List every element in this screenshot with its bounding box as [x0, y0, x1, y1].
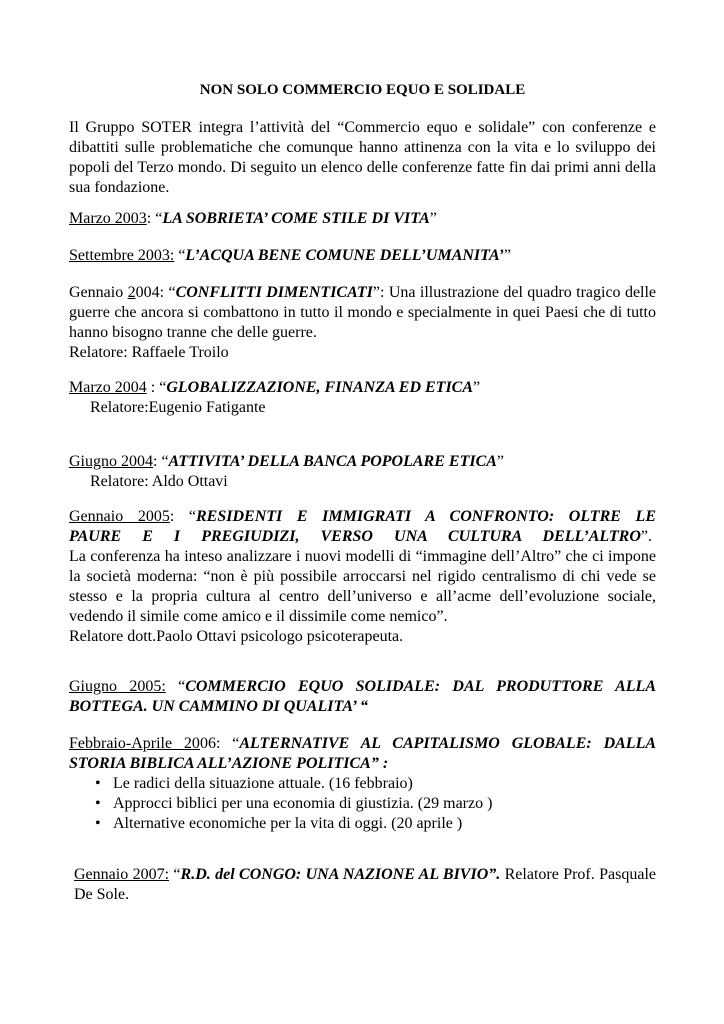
conference-title: CONFLITTI DIMENTICATI — [175, 284, 373, 301]
conference-entry-5: Giugno 2004: “ATTIVITA’ DELLA BANCA POPOLARE ETICA” Relatore: Aldo Ottavi — [69, 452, 656, 492]
conference-title: ATTIVITA’ DELLA BANCA POPOLARE ETICA — [168, 453, 497, 470]
conference-description: La conferenza ha inteso analizzare i nuovi modelli di “immagine dell’Altro” che ci impone la società moderna: “non è più possibile arroccarsi nel rigido centralismo di chi vede se stesso e la propria cultura al centro dell’universo e all’acme dell’evoluzione sociale, vedendo il simile come amico e il dissimile come nemico”. — [69, 548, 656, 625]
list-item: • Approcci biblici per una economia di giustizia. (29 marzo ) — [113, 794, 656, 814]
conference-title-line-1: ALTERNATIVE AL CAPITALISMO GLOBALE: DALLA — [239, 735, 657, 752]
conference-entry-6: Gennaio 2005: “RESIDENTI E IMMIGRATI A CONFRONTO: OLTRE LE PAURE E I PREGIUDIZI, VERSO UNA CULTURA DELL’ALTRO”. La conferenza ha inteso analizzare i nuovi modelli di “immagine dell’Altro” che ci impone la società moderna: “non è più possibile arroccarsi nel rigido centralismo di chi vede se stesso e la propria cultura al centro dell’universo e all’acme dell’evoluzione sociale, vedendo il simile come amico e il dissimile come nemico”. Relatore dott.Paolo Ottavi psicologo psicoterapeuta. — [69, 508, 656, 645]
conference-date: Gennaio 2005 — [69, 508, 170, 525]
conference-topic-list — [69, 774, 656, 834]
conference-description: Relatore Prof. Pasquale De Sole. — [74, 866, 657, 903]
conference-date: Marzo 2003 — [69, 210, 147, 227]
conference-date: Giugno 2004 — [69, 453, 153, 470]
list-item: • Le radici della situazione attuale. (16 febbraio) — [113, 774, 656, 794]
conference-title-line-1: RESIDENTI E IMMIGRATI A CONFRONTO: OLTRE LE — [196, 508, 656, 525]
conference-title: GLOBALIZZAZIONE, FINANZA ED ETICA — [166, 379, 474, 396]
conference-entry-2: Settembre 2003: “L’ACQUA BENE COMUNE DELL’UMANITA’” — [69, 247, 511, 264]
page-title: NON SOLO COMMERCIO EQUO E SOLIDALE — [199, 82, 526, 98]
conference-entry-4: Marzo 2004 : “GLOBALIZZAZIONE, FINANZA ED ETICA” Relatore:Eugenio Fatigante — [69, 378, 656, 418]
conference-entry-8: Febbraio-Aprile 2006: “ALTERNATIVE AL CAPITALISMO GLOBALE: DALLA STORIA BIBLICA ALL’AZIONE POLITICA” : • Le radici della situazione attuale. (16 febbraio) • Approcci biblici per una economia di giustizia. (29 marzo ) • Alternative economiche per la vita di oggi. (20 aprile ) — [69, 734, 656, 834]
conference-relatore: Relatore: Aldo Ottavi — [90, 473, 228, 490]
conference-title-line-2: PAURE E I PREGIUDIZI, VERSO UNA CULTURA DELL’ALTRO — [69, 528, 641, 545]
conference-date: Marzo 2004 — [69, 379, 147, 396]
conference-relatore: Relatore: Raffaele Troilo — [69, 344, 229, 361]
conference-entry-7: Giugno 2005: “COMMERCIO EQUO SOLIDALE: DAL PRODUTTORE ALLA BOTTEGA. UN CAMMINO DI QUALITA’ “ — [69, 678, 656, 715]
conference-entry-3: Gennaio 2004: “CONFLITTI DIMENTICATI”: Una illustrazione del quadro tragico delle guerre che ancora si combattono in tutto il mondo e specialmente in quei Paesi che di tutto hanno bisogno tranne che delle guerre. Relatore: Raffaele Troilo — [69, 284, 657, 361]
conference-title: L’ACQUA BENE COMUNE DELL’UMANITA’ — [185, 247, 504, 264]
intro-paragraph: Il Gruppo SOTER integra l’attività del “Commercio equo e solidale” con conferenze e dibattiti sulle problematiche che comunque hanno attinenza con la vita e lo sviluppo dei popoli del Terzo mondo. Di seguito un elenco delle conferenze fatte fin dai primi anni della sua fondazione. — [69, 119, 656, 196]
conference-title-line-2: STORIA BIBLICA ALL’AZIONE POLITICA — [69, 755, 371, 772]
conference-title: LA SOBRIETA’ COME STILE DI VITA — [162, 210, 430, 227]
conference-date: Gennaio 2007: — [74, 866, 170, 883]
conference-date: Settembre 2003: — [69, 247, 175, 264]
list-item: • Alternative economiche per la vita di oggi. (20 aprile ) — [113, 814, 656, 834]
conference-title: R.D. del CONGO: UNA NAZIONE AL BIVIO”. — [180, 866, 501, 883]
conference-date: Giugno 2005: — [69, 678, 166, 695]
conference-title-line-2: BOTTEGA. UN CAMMINO DI QUALITA’ — [69, 698, 356, 715]
conference-description: Una illustrazione del quadro tragico delle guerre che ancora si combattono in tutto il mondo e specialmente in quei Paesi che di tutto hanno bisogno tranne che delle guerre. — [69, 284, 657, 341]
conference-date: Febbraio-Aprile 20 — [69, 735, 200, 752]
conference-entry-1: Marzo 2003: “LA SOBRIETA’ COME STILE DI VITA” — [69, 210, 437, 227]
conference-relatore: Relatore:Eugenio Fatigante — [90, 399, 266, 416]
conference-entry-9: Gennaio 2007: “R.D. del CONGO: UNA NAZIONE AL BIVIO”. Relatore Prof. Pasquale De Sole. — [74, 866, 657, 903]
conference-date: 2 — [127, 284, 136, 301]
conference-relatore: Relatore dott.Paolo Ottavi psicologo psicoterapeuta. — [69, 628, 404, 645]
conference-title-line-1: COMMERCIO EQUO SOLIDALE: DAL PRODUTTORE ALLA — [185, 678, 656, 695]
